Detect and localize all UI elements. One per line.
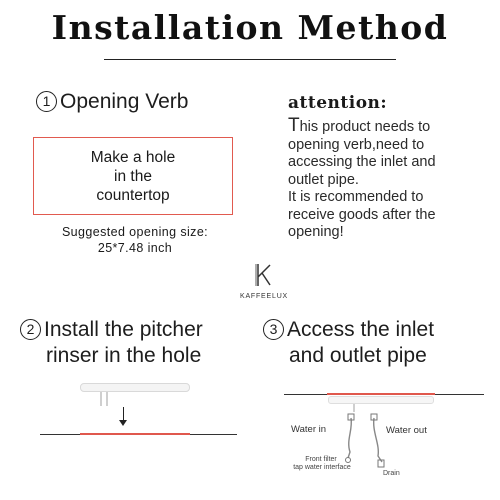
down-arrow-icon [119,420,127,426]
installed-rinser-marker [327,393,435,395]
k-logo-icon [255,263,273,287]
attention-line: receive goods after the [288,206,436,223]
attention-line: opening verb,need to [288,136,425,153]
step3-heading-line: and outlet pipe [289,344,427,367]
opening-instruction-box [33,137,233,215]
step2-heading-line: rinser in the hole [46,344,202,367]
tap-interface-label: tap water interface [293,464,351,471]
attention-title: attention: [288,93,388,113]
attention-line: outlet pipe. [288,171,359,188]
step1-number-icon: 1 [36,91,57,112]
rinser-leg [100,392,102,406]
rinser-plate [80,383,190,392]
step1-heading-text: Opening Verb [60,90,189,113]
brand-name: KAFFEELUX [239,293,289,300]
installed-rinser-body [328,396,434,404]
water-in-label: Water in [291,424,327,435]
rinser-illustration [80,383,190,407]
step1-heading [36,88,188,115]
drain-label: Drain [383,470,400,477]
step3-number-icon: 3 [263,319,284,340]
step2-heading-line: Install the pitcher [44,318,203,341]
attention-line: opening! [288,224,344,240]
water-out-label: Water out [386,425,427,436]
step3-heading-line: Access the inlet [287,318,435,341]
rinser-leg [106,392,108,406]
attention-line: This product needs to [288,115,431,136]
suggested-size [25,224,245,256]
hole-marker [80,433,190,435]
step2-heading [20,316,203,343]
attention-line: It is recommended to [288,189,424,205]
attention-line: accessing the inlet and [288,154,436,170]
attention-body [288,117,500,242]
title-underline [104,59,396,60]
brand-logo [236,263,292,300]
page-title: Installation Method [51,8,449,47]
step2-number-icon: 2 [20,319,41,340]
suggested-size-label: Suggested opening size: [61,225,209,239]
box-line: in the [114,168,152,185]
suggested-size-value: 25*7.48 inch [97,241,173,255]
box-line: countertop [96,187,170,204]
step3-heading [263,316,434,343]
front-filter-label: Front filter [305,456,337,463]
box-line: Make a hole [90,149,176,166]
